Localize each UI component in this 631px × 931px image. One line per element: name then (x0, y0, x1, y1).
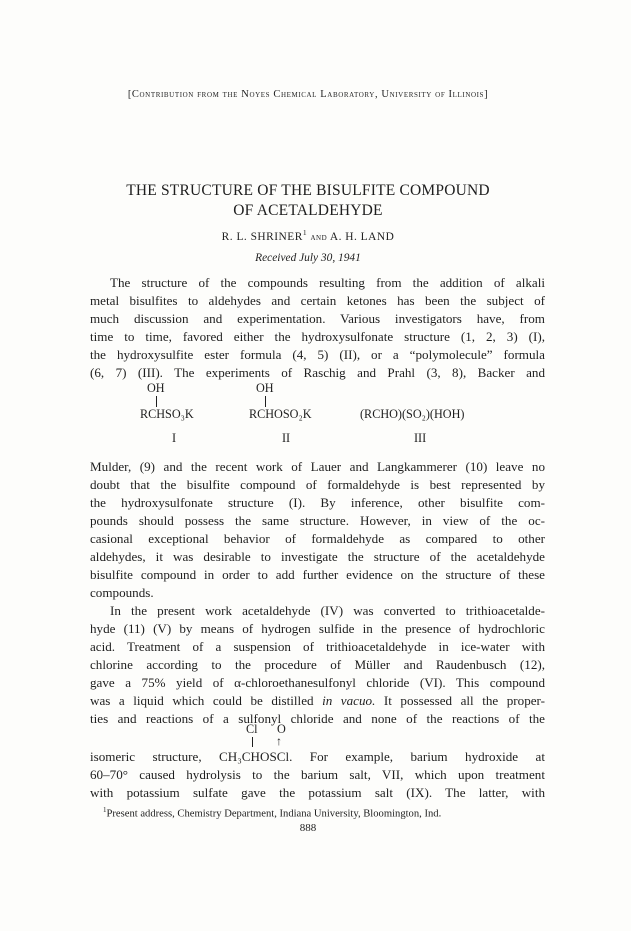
para3-line: hyde (11) (V) by means of hydrogen sulfide in the presence of hydrochloric (90, 621, 545, 636)
footnote-mark: 1 (103, 806, 107, 814)
author-line (60, 228, 556, 243)
author-2: A. H. LAND (329, 230, 395, 243)
para3-line: In the present work acetaldehyde (IV) was converted to trithioacetalde- (110, 603, 545, 618)
formula-3-structure: (RCHO)(SO₂)(HOH) (360, 407, 465, 421)
para3-line: chlorine according to the procedure of Müller and Raudenbusch (12), (90, 657, 545, 672)
formula-2-hydroxy: OH (256, 381, 274, 395)
lab-name: Noyes Chemical Laboratory, University of Illinois (241, 89, 485, 100)
para3-italic: in vacuo. (322, 693, 376, 708)
para3-text: It possessed all the proper- (375, 693, 546, 708)
formula-2-structure: RCHOSO₂K (249, 407, 312, 421)
para1-line: metal bisulfites to aldehydes and certain ketones has been the subject of (90, 293, 545, 308)
contribution-prefix: [Contribution from the (127, 89, 242, 100)
para3-line: gave a 75% yield of α-chloroethanesulfonyl chloride (VI). This compound (90, 675, 545, 690)
para2-line: pounds should possess the same structure. However, in view of the oc- (90, 513, 545, 528)
formula-2-label: II (282, 431, 291, 445)
inline-formula-bond (252, 737, 253, 747)
inline-formula-arrow-icon: ↑ (276, 734, 282, 748)
para3-line: ties and reactions of a sulfonyl chloride and none of the reactions of the (90, 711, 545, 726)
title-line-2: OF ACETALDEHYDE (233, 202, 383, 219)
para2-line: aldehydes, it was desirable to investigate the structure of the acetaldehyde (90, 549, 545, 564)
inline-formula-chlorine: Cl (246, 722, 258, 736)
page-number: 888 (299, 822, 317, 834)
para3-line: isomeric structure, CH₃CHOSCl. For example, barium hydroxide at (90, 749, 545, 764)
formula-2-bond (265, 396, 266, 407)
para3-line: 60–70° caused hydrolysis to the barium salt, VII, which upon treatment (90, 767, 545, 782)
contribution-suffix: ] (484, 89, 489, 100)
para1-line: (6, 7) (III). The experiments of Raschig and Prahl (3, 8), Backer and (90, 365, 545, 380)
received-date: Received July 30, 1941 (255, 252, 361, 264)
para2-line: casional exceptional behavior of formaldehyde as compared to other (90, 531, 545, 546)
para1-line: time to time, favored either the hydroxysulfonate structure (1, 2, 3) (I), (90, 329, 545, 344)
para2-last-line: compounds. (90, 585, 154, 600)
para2-line: bisulfite compound in order to add further evidence on the structure of these (90, 567, 545, 582)
footnote (103, 806, 545, 820)
contribution-header (60, 89, 556, 100)
footnote-marker: 1 (302, 228, 308, 237)
para1-line: The structure of the compounds resulting from the addition of alkali (110, 275, 545, 290)
title-line-1: THE STRUCTURE OF THE BISULFITE COMPOUND (126, 182, 490, 199)
para3-line: with potassium sulfate gave the potassium salt (IX). The latter, with (90, 785, 545, 800)
footnote-text: Present address, Chemistry Department, Indiana University, Bloomington, Ind. (106, 808, 442, 820)
formula-1-bond (156, 396, 157, 407)
para2-line: doubt that the bisulfite compound of formaldehyde is best represented by (90, 477, 545, 492)
and-word: and (310, 231, 328, 243)
para2-line: Mulder, (9) and the recent work of Lauer and Langkammerer (10) leave no (90, 459, 545, 474)
formula-1-structure: RCHSO₃K (140, 407, 194, 421)
para1-line: much discussion and experimentation. Various investigators have, from (90, 311, 545, 326)
para3-line: acid. Treatment of a suspension of trithioacetaldehyde in ice-water with (90, 639, 545, 654)
para1-line: the hydroxysulfite ester formula (4, 5) (II), or a “polymolecule” formula (90, 347, 545, 362)
formula-1-hydroxy: OH (147, 381, 165, 395)
formula-3-label: III (414, 431, 427, 445)
inline-formula-oxygen: O (277, 722, 286, 736)
formula-1-label: I (172, 431, 177, 445)
author-1: R. L. SHRINER (221, 230, 303, 243)
para2-line: the hydroxysulfonate structure (I). By inference, other bisulfite com- (90, 495, 545, 510)
para3-line-6 (90, 692, 545, 709)
article-title (60, 181, 556, 221)
para3-text: was a liquid which could be distilled (90, 693, 323, 708)
